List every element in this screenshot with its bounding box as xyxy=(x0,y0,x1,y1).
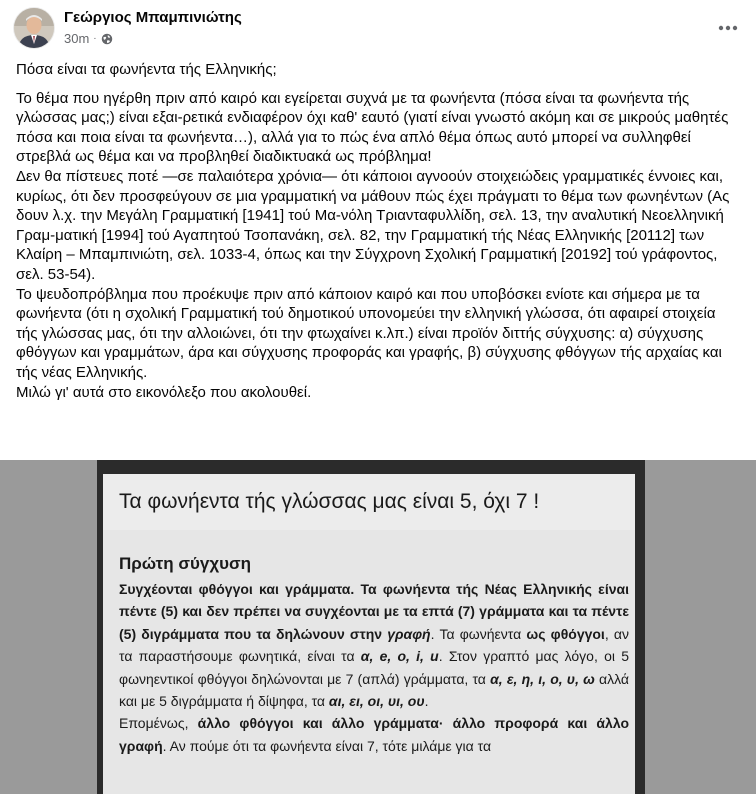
bold-italic-text: αι, ει, οι, υι, ου xyxy=(328,693,425,710)
text-span: . xyxy=(424,693,429,710)
avatar-image xyxy=(14,8,54,48)
post-paragraph-3: Το ψευδοπρόβλημα που προέκυψε πριν από κάποιον καιρό και που υποβόσκει ενίοτε και σήμερα με τα φωνήεντα (ότι η σχολική Γραμματική τού δημοτικού υπονομεύει την ελληνική γλώσσα, ότι αφαιρεί στοιχεία τής γλώσσας μας, ότι την αλλοιώνει, ότι την φτωχαίνει κ.λπ.) είναι προϊόν διττής σύγχυσης: α) σύγχυσης φθόγγων και γραμμάτων, άρα και σύγχυσης προφοράς και γραφής, β) σύγχυσης φθόγγων τής αρχαίας και τής νέας Ελληνικής. xyxy=(16,285,722,381)
document-image xyxy=(97,460,645,794)
bold-text: Συγχέονται φθόγγοι και γράμματα. Τα φωνήεντα τής Νέας Ελληνικής είναι πέντε (5) και δεν πρέπει να συγχέονται με τα επτά (7) γράμματα και τα πέντε (5) διγράμματα που τα δηλώνουν στην xyxy=(119,581,629,642)
post-paragraph-4: Μιλώ γι' αυτά στο εικονόλεξο που ακολουθεί. xyxy=(16,383,312,401)
bold-italic-text: γραφή xyxy=(387,625,431,642)
bold-italic-text: α, e, o, i, u xyxy=(360,648,439,665)
bold-text: ως φθόγγοι xyxy=(526,625,605,642)
post-paragraph-1: Το θέμα που ηγέρθη πριν από καιρό και εγείρεται συχνά με τα φωνήεντα (πόσα είναι τα φωνήεντα τής γλώσσας μας;) είναι εξαι-ρετικά ενδιαφέρον όχι καθ' εαυτό (γιατί είναι γνωστό ακόμη και σε μικρούς μαθητές πόσα και ποια είναι τα φωνήεντα…), αλλά για το πώς ένα απλό θέμα όπως αυτό μπορεί να συλληφθεί στρεβλά ως θέμα και να προβληθεί διαδικτυακά ως πρόβλημα! xyxy=(16,89,729,166)
text-span: . Τα φωνήεντα xyxy=(430,625,522,642)
more-options-button[interactable] xyxy=(714,14,742,42)
post-image[interactable] xyxy=(0,460,756,794)
meta-separator: · xyxy=(93,33,97,44)
document-title-box xyxy=(103,474,635,531)
bold-text: άλλο φθόγγοι και άλλο γράμματα· άλλο προφορά και άλλο γραφή xyxy=(119,715,629,754)
document-page xyxy=(103,530,635,794)
author-name[interactable]: Γεώργιος Μπαμπινιώτης xyxy=(64,9,242,26)
text-span: Επομένως, xyxy=(119,715,189,732)
document-heading: Πρώτη σύγχυση xyxy=(119,554,252,573)
globe-icon xyxy=(101,33,113,45)
document-body xyxy=(119,578,629,757)
bold-italic-text: α, ε, η, ι, ο, υ, ω xyxy=(490,670,595,687)
post-paragraph-2: Δεν θα πίστευες ποτέ —σε παλαιότερα χρόνια— ότι κάποιοι αγνοούν στοιχειώδεις γραμματικές έννοιες και, κυρίως, ότι δεν προσφεύγουν σε μια γραμματική να μάθουν πώς έχει πράγματι το θέμα των φωνηέντων (Ας δουν λ.χ. την Μεγάλη Γραμματική [1941] τού Μα-νόλη Τριανταφυλλίδη, σελ. 13, την αναλυτική Νεοελληνική Γραμ-ματική [1994] τού Αγαπητού Τσοπανάκη, σελ. 82, την Γραμματική τής Νέας Ελληνικής [20112] των Κλαίρη – Μπαμπινιώτη, σελ. 1033-4, όπως και την Σύγχρονη Σχολική Γραμματική [20192] τού γράφοντος, σελ. 53-54). xyxy=(16,167,730,283)
document-paragraph-1 xyxy=(119,578,629,712)
text-span: αλλά και με 5 διγράμματα ή δίψηφα, τα xyxy=(119,670,630,710)
post-text xyxy=(16,60,740,402)
post-meta xyxy=(64,31,113,46)
post-time[interactable]: 30m xyxy=(64,31,90,46)
text-span: , αν τα παραστήσουμε φωνητικά, είναι τα xyxy=(119,625,629,665)
document-paragraph-2 xyxy=(119,712,629,757)
more-dots-icon xyxy=(718,25,738,31)
post-header xyxy=(0,0,756,56)
avatar[interactable] xyxy=(14,8,54,48)
text-span: . Στον γραπτό μας λόγο, οι 5 φωνηεντικοί φθόγγοι δηλώνονται με 7 (απλά) γράμματα, τα xyxy=(119,648,629,687)
post-title: Πόσα είναι τα φωνήεντα τής Ελληνικής; xyxy=(16,61,277,78)
text-span: . Αν πούμε ότι τα φωνήεντα είναι 7, τότε μιλάμε για τα xyxy=(162,737,492,754)
document-title: Τα φωνήεντα τής γλώσσας μας είναι 5, όχι 7 ! xyxy=(119,490,540,513)
